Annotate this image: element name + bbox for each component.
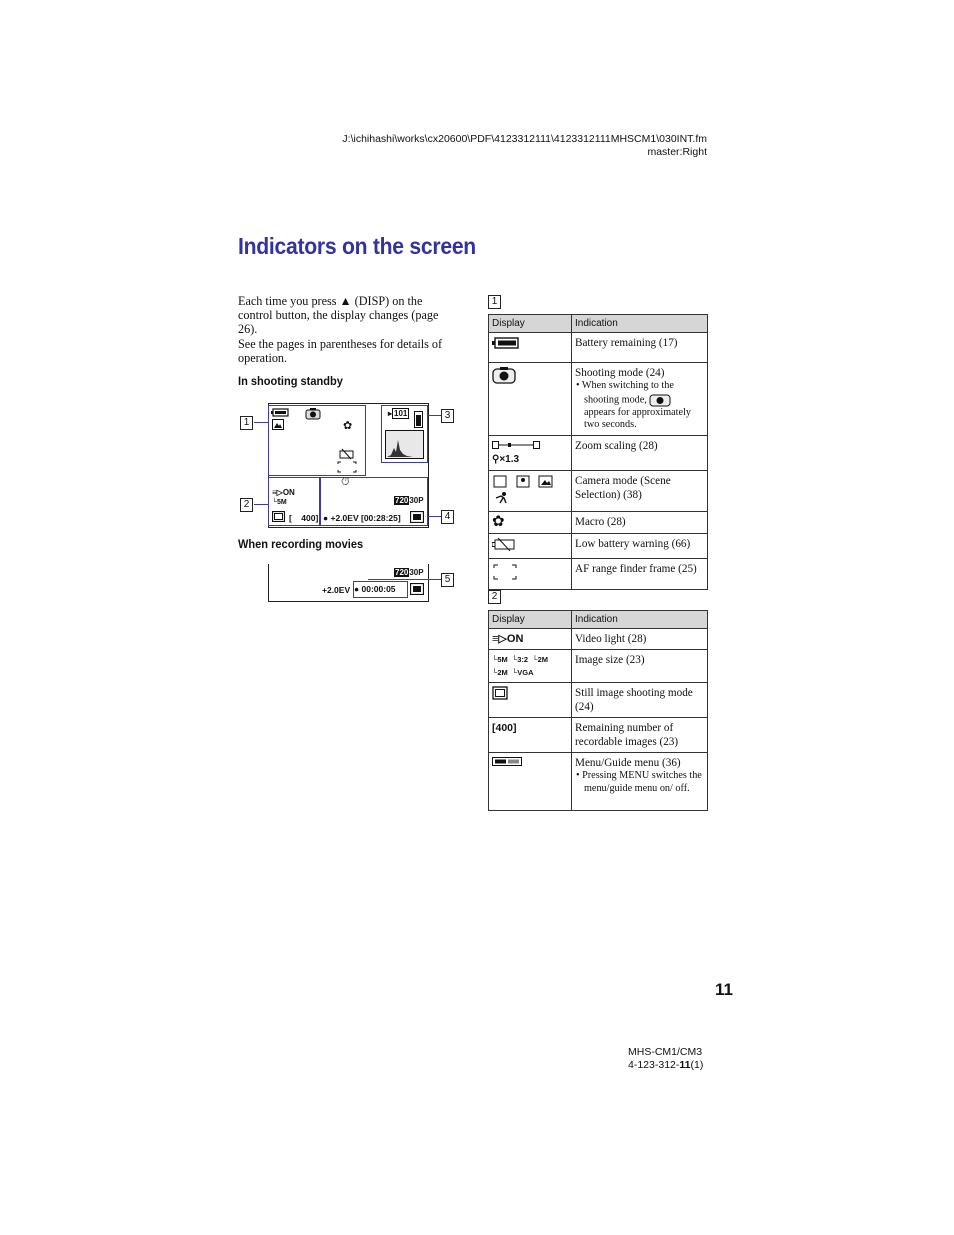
- size-5m: └5M: [492, 655, 508, 664]
- indicator-table-1: [488, 314, 708, 590]
- table-row: [489, 753, 708, 811]
- shooting-mode-note-2: appears for approximately two seconds.: [584, 406, 691, 430]
- video-light-on: ON: [282, 488, 295, 497]
- footer-code-prefix: 4-123-312-: [628, 1059, 680, 1071]
- table-row: [489, 533, 708, 558]
- callout-4: 4: [441, 510, 454, 524]
- page-title: Indicators on the screen: [238, 233, 476, 259]
- row-menu-guide: [572, 753, 708, 811]
- ev-time-indicator: ● +2.0EV [00:28:25]: [323, 513, 401, 523]
- movie-ev-value: +2.0EV: [322, 585, 351, 595]
- shooting-mode-text: Shooting mode (24): [575, 367, 665, 379]
- table-1-col-indication: Indication: [572, 315, 708, 333]
- size-2m-b-label: 2M: [497, 668, 508, 677]
- self-timer-icon: ⏱: [341, 476, 350, 488]
- zoom-icon: ⚲×1.3: [492, 453, 520, 465]
- video-light-indicator: ≡▷ON: [272, 488, 295, 497]
- movie-rec-format: [394, 568, 424, 577]
- intro-paragraph-1: Each time you press ▲ (DISP) on the control button, the display changes (page 26).: [238, 294, 439, 337]
- menu-guide-note: • Pressing MENU switches the menu/guide menu on/ off.: [576, 770, 702, 794]
- movie-screen-diagram: [238, 564, 458, 604]
- table-1-header: [489, 315, 708, 333]
- table-row: [489, 558, 708, 589]
- size-5m-label: 5M: [497, 655, 508, 664]
- movie-menu-icon: [410, 583, 424, 595]
- scene-selection-icons: [492, 474, 564, 504]
- size-3-2-label: 3:2: [517, 655, 529, 664]
- table-row: [489, 470, 708, 511]
- row-image-size: Image size (23): [572, 650, 708, 683]
- footer-code: [628, 1059, 703, 1072]
- menu-guide-icon: [492, 757, 522, 766]
- region-3-box: [381, 405, 428, 463]
- size-2m-b: └2M: [492, 668, 508, 677]
- table-2-col-display: Display: [489, 611, 572, 629]
- callout-4-line: [427, 516, 441, 517]
- movie-rec-format-value: 720: [395, 568, 409, 577]
- callout-1: 1: [240, 416, 253, 430]
- zoom-bar-icon: [492, 441, 540, 449]
- menu-guide-text: Menu/Guide menu (36): [575, 757, 681, 769]
- image-size-indicator: └5M: [272, 499, 287, 506]
- table-row: [489, 511, 708, 533]
- footer: [628, 1046, 703, 1072]
- battery-icon: [492, 336, 520, 350]
- rec-format-value: 720: [395, 496, 409, 505]
- remaining-value: 400: [301, 513, 316, 523]
- callout-1-line: [254, 422, 268, 423]
- shooting-standby-heading: In shooting standby: [238, 374, 343, 388]
- af-frame-icon: [337, 461, 357, 473]
- movie-rec-time-box: ● 00:00:05: [353, 581, 408, 598]
- callout-3: 3: [441, 409, 454, 423]
- size-2m-a: └2M: [532, 655, 549, 664]
- scene-icons: [489, 470, 572, 511]
- camera-mode-icon: [305, 407, 321, 420]
- folder-indicator: ▸ 101: [388, 409, 408, 418]
- region-2-box: [268, 477, 320, 526]
- movie-time-value: 00:00:05: [361, 584, 396, 594]
- still-mode-icon: [272, 511, 285, 522]
- page-number: 11: [715, 980, 733, 999]
- row-macro: Macro (28): [572, 511, 708, 533]
- table-1-label: 1: [488, 295, 501, 309]
- video-light-icon: ≡▷ON: [489, 629, 572, 650]
- row-battery: Battery remaining (17): [572, 333, 708, 363]
- menu-icon: [410, 511, 424, 523]
- standby-screen-diagram: [238, 403, 458, 529]
- row-zoom: Zoom scaling (28): [572, 435, 708, 470]
- folder-number: 101: [394, 409, 408, 418]
- row-remaining: Remaining number of recordable images (23): [572, 718, 708, 753]
- image-size-value: 5M: [276, 499, 287, 506]
- zoom-value: ×1.3: [499, 453, 520, 465]
- region-4-box: [320, 477, 428, 526]
- row-still-mode: Still image shooting mode (24): [572, 683, 708, 718]
- low-battery-icon: [492, 537, 516, 551]
- time-value: [00:28:25]: [361, 513, 401, 523]
- shooting-mode-note-1: • When switching to the shooting mode,: [576, 380, 674, 405]
- row-scene-selection: Camera mode (Scene Selection) (38): [572, 470, 708, 511]
- table-2-label: 2: [488, 590, 501, 604]
- footer-code-suffix: (1): [690, 1059, 704, 1071]
- table-row: [489, 333, 708, 363]
- remaining-display: [400]: [489, 718, 572, 753]
- media-icon: [414, 410, 423, 428]
- histogram-icon: [385, 430, 424, 459]
- table-row: [489, 683, 708, 718]
- macro-icon: ✿: [343, 420, 353, 432]
- row-video-light: Video light (28): [572, 629, 708, 650]
- table-row: [489, 718, 708, 753]
- size-2m-a-label: 2M: [537, 655, 549, 664]
- footer-model: MHS-CM1/CM3: [628, 1046, 703, 1058]
- size-vga-label: VGA: [517, 668, 534, 677]
- file-header: [342, 133, 707, 159]
- table-row: [489, 650, 708, 683]
- shooting-mode-note: [575, 380, 704, 432]
- ev-value: +2.0EV: [330, 513, 359, 523]
- image-size-icons: [489, 650, 572, 683]
- callout-5: 5: [441, 573, 454, 587]
- af-frame-icon: [492, 562, 518, 582]
- intro-paragraph-2: See the pages in parentheses for details of operation.: [238, 336, 443, 365]
- callout-2: 2: [240, 498, 253, 512]
- size-vga: └VGA: [511, 668, 534, 677]
- callout-2-line: [254, 504, 268, 505]
- master-label: master:Right: [647, 146, 707, 158]
- footer-code-bold: 11: [679, 1059, 691, 1071]
- still-mode-icon: [492, 686, 508, 700]
- row-af-frame: AF range finder frame (25): [572, 558, 708, 589]
- macro-icon: ✿: [492, 513, 505, 530]
- battery-icon: [271, 408, 289, 417]
- movie-fps-value: 30P: [409, 568, 424, 577]
- table-2-col-indication: Indication: [572, 611, 708, 629]
- camera-mode-icon: [649, 393, 671, 407]
- size-3-2: └3:2: [511, 655, 529, 664]
- table-1-col-display: Display: [489, 315, 572, 333]
- callout-3-line: [427, 415, 441, 416]
- remaining-indicator: [ 400]: [289, 513, 319, 523]
- low-battery-icon: [337, 448, 357, 460]
- file-path: J:\ichihashi\works\cx20600\PDF\4123312111\4123312111MHSCM1\030INT.fm: [342, 133, 707, 145]
- video-light-on: ON: [506, 633, 524, 645]
- intro-text: [238, 294, 458, 365]
- camera-mode-icon: [492, 366, 516, 384]
- landscape-icon: [272, 419, 284, 430]
- table-2-header: [489, 611, 708, 629]
- recording-movies-heading: When recording movies: [238, 537, 364, 551]
- table-row: [489, 363, 708, 436]
- indicator-table-2: [488, 610, 708, 811]
- row-low-battery: Low battery warning (66): [572, 533, 708, 558]
- callout-5-line: [368, 579, 441, 580]
- fps-value: 30P: [409, 496, 424, 505]
- table-row: [489, 629, 708, 650]
- region-1-box: [268, 405, 366, 476]
- table-row: [489, 435, 708, 470]
- row-shooting-mode: [572, 363, 708, 436]
